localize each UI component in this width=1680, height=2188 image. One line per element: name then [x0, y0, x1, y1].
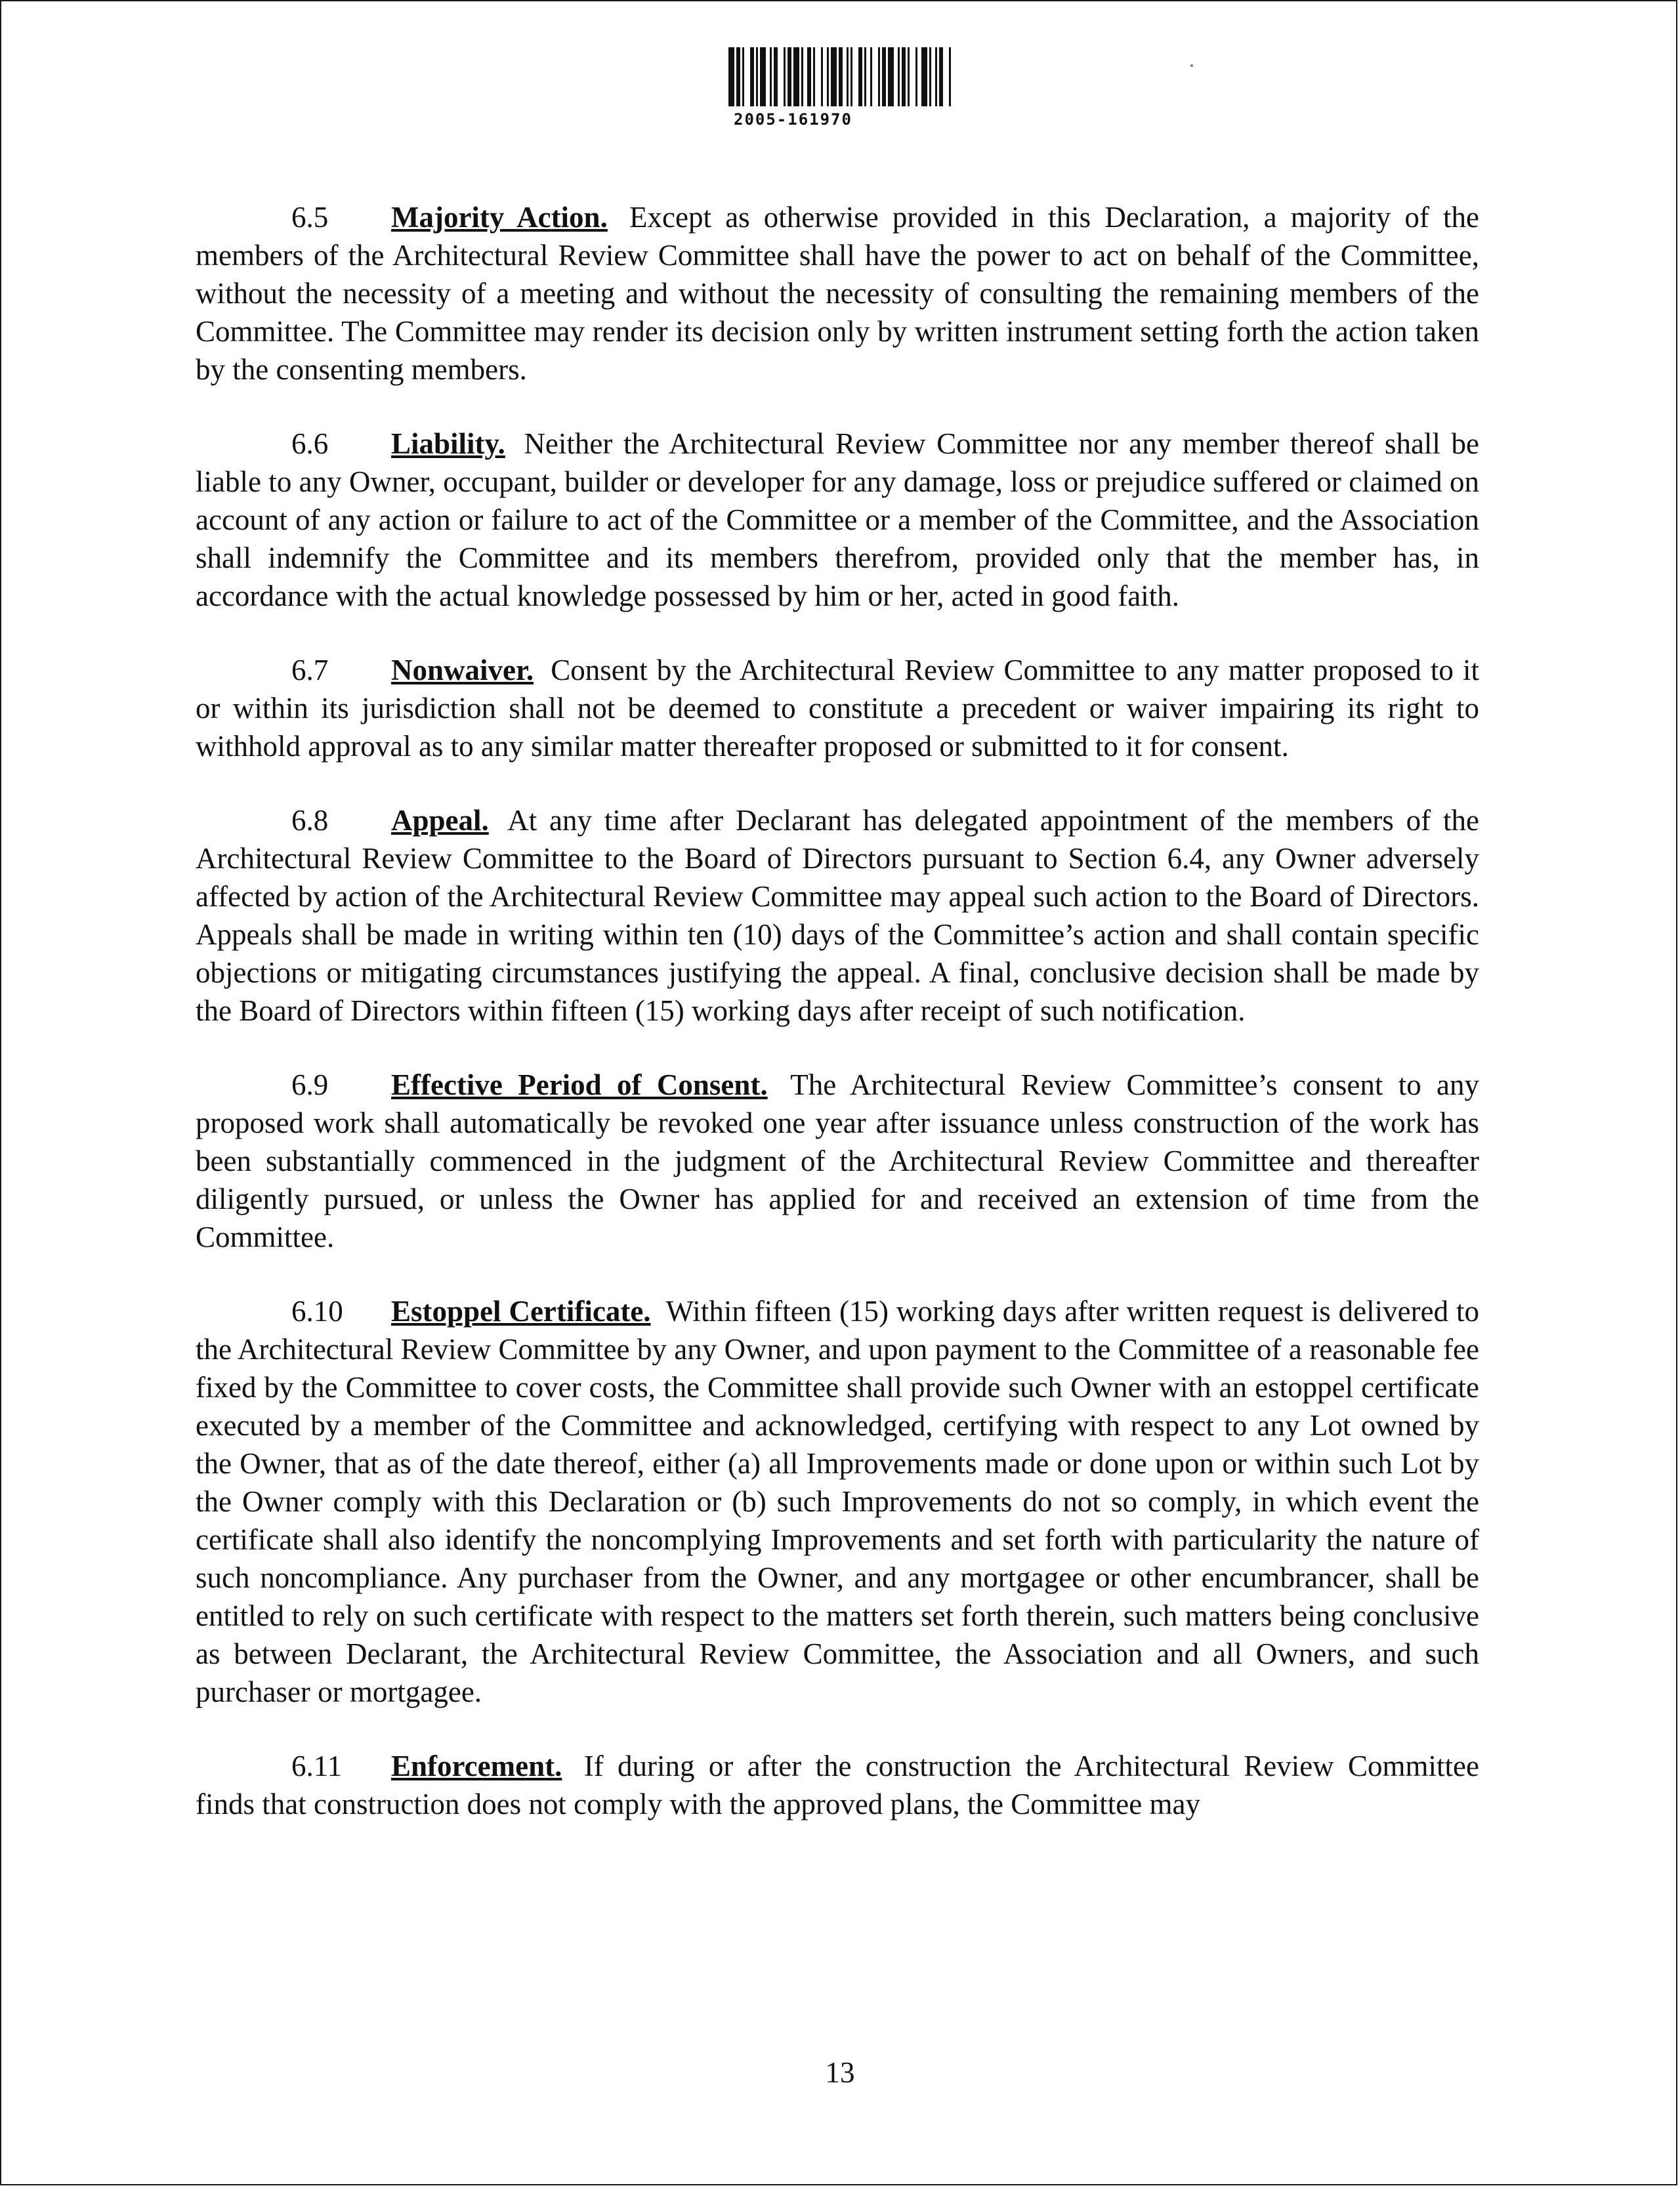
- section-6-5: [196, 198, 1479, 389]
- section-6-7: [196, 651, 1479, 765]
- section-heading: Liability.: [391, 427, 505, 460]
- section-number: 6.6: [291, 427, 329, 460]
- section-number: 6.8: [291, 804, 329, 837]
- section-heading: Effective Period of Consent.: [391, 1068, 768, 1101]
- section-heading: Nonwaiver.: [391, 654, 534, 686]
- scan-speck: [1190, 64, 1193, 67]
- section-text: Except as otherwise provided in this Declaration, a majority of the members of the Architectural Review Committee shall have the power to act on behalf of the Committee, without the necessity of a meeting and without the necessity of consulting the remaining members of the Committee. The Committee may render its decision only by written instrument setting forth the action taken by the consenting members.: [196, 201, 1480, 386]
- document-body: [196, 198, 1479, 1859]
- barcode-number: 2005-161970: [734, 110, 852, 129]
- section-6-10: [196, 1292, 1479, 1711]
- document-barcode: [728, 47, 1030, 133]
- section-number: 6.11: [291, 1750, 343, 1782]
- section-number: 6.9: [291, 1068, 329, 1101]
- section-text: The Architectural Review Committee’s consent to any proposed work shall automatically be revoked one year after issuance unless construction of the work has been substantially commenced in the judgment of the Architectural Review Committee and thereafter diligently pursued, or unless the Owner has applied for and received an extension of time from the Committee.: [196, 1068, 1480, 1253]
- section-number: 6.10: [291, 1295, 343, 1328]
- section-heading: Estoppel Certificate.: [391, 1295, 651, 1328]
- section-number: 6.7: [291, 654, 329, 686]
- section-number: 6.5: [291, 201, 329, 234]
- section-text: Neither the Architectural Review Committee nor any member thereof shall be liable to any Owner, occupant, builder or developer for any damage, loss or prejudice suffered or claimed on account of any action or failure to act of the Committee or a member of the Committee, and the Association shall indemnify the Committee and its members therefrom, provided only that the member has, in accordance with the actual knowledge possessed by him or her, acted in good faith.: [196, 427, 1479, 612]
- section-6-11: [196, 1747, 1479, 1823]
- section-6-8: [196, 801, 1479, 1030]
- section-text: Consent by the Architectural Review Committee to any matter proposed to it or within its jurisdiction shall not be deemed to constitute a precedent or waiver impairing its right to withhold approval as to any similar matter thereafter proposed or submitted to it for consent.: [196, 654, 1479, 763]
- barcode-icon: [728, 47, 1030, 106]
- section-6-6: [196, 425, 1479, 615]
- section-text: At any time after Declarant has delegated appointment of the members of the Architectural Review Committee to the Board of Directors pursuant to Section 6.4, any Owner adversely affected by action of the Architectural Review Committee may appeal such action to the Board of Directors. Appeals shall be made in writing within ten (10) days of the Committee’s action and shall contain specific objections or mitigating circumstances justifying the appeal. A final, conclusive decision shall be made by the Board of Directors within fifteen (15) working days after receipt of such notification.: [196, 804, 1479, 1027]
- section-heading: Appeal.: [391, 804, 489, 837]
- section-text: If during or after the construction the Architectural Review Committee finds that construction does not comply with the approved plans, the Committee may: [196, 1750, 1479, 1820]
- page-number: 13: [825, 2056, 855, 2089]
- section-heading: Majority Action.: [391, 201, 608, 234]
- section-6-9: [196, 1066, 1479, 1256]
- section-text: Within fifteen (15) working days after written request is delivered to the Architectural Review Committee by any Owner, and upon payment to the Committee of a reasonable fee fixed by the Committee to cover costs, the Committee shall provide such Owner with an estoppel certificate executed by a member of the Committee and acknowledged, certifying with respect to any Lot owned by the Owner, that as of the date thereof, either (a) all Improvements made or done upon or within such Lot by the Owner comply with this Declaration or (b) such Improvements do not so comply, in which event the certificate shall also identify the noncomplying Improvements and set forth with particularity the nature of such noncompliance. Any purchaser from the Owner, and any mortgagee or other encumbrancer, shall be entitled to rely on such certificate with respect to the matters set forth therein, such matters being conclusive as between Declarant, the Architectural Review Committee, the Association and all Owners, and such purchaser or mortgagee.: [196, 1295, 1479, 1708]
- section-heading: Enforcement.: [391, 1750, 562, 1782]
